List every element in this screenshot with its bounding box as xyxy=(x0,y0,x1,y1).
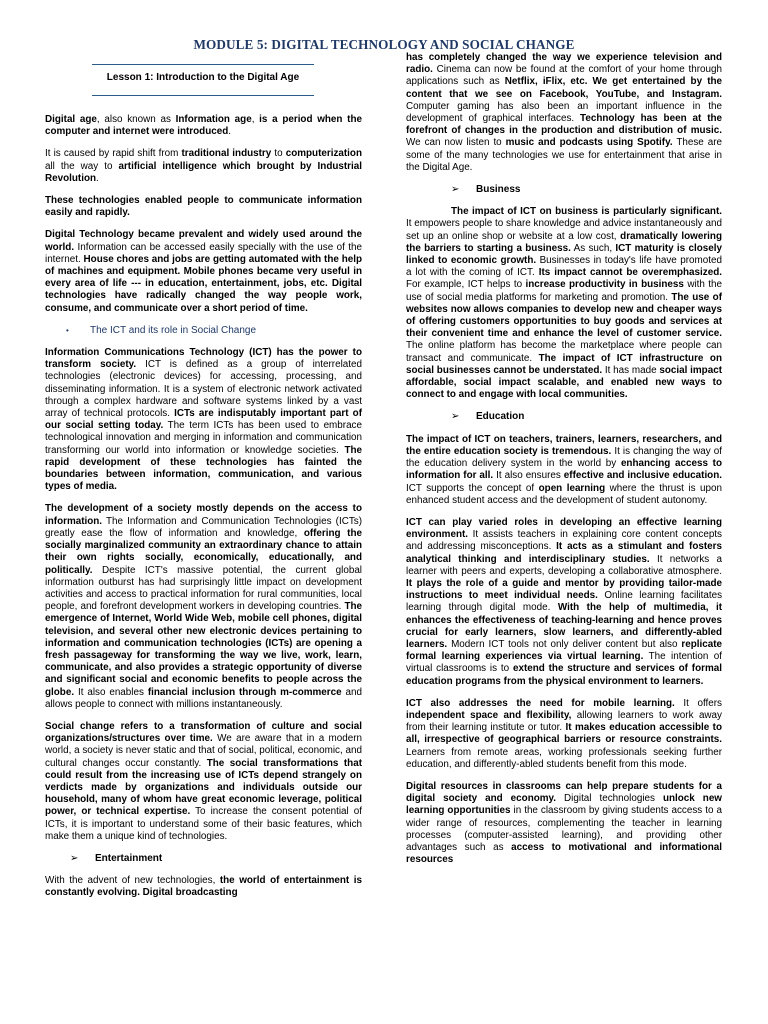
text-run: It is caused by rapid shift from xyxy=(45,148,182,160)
bold-text: replicate formal learning experiences via virtual learning. xyxy=(406,638,722,663)
bold-text: ICT maturity is closely linked to economic growth. xyxy=(406,242,722,267)
text-run: The Information and Communication Technologies (ICTs) greatly ease the flow of information and knowledge, xyxy=(45,515,362,539)
text-run: ICT supports the concept of xyxy=(406,482,539,494)
bold-text: effective and inclusive education. xyxy=(563,470,722,482)
bold-text: The impact of ICT on teachers, trainers, learners, researchers, and the entire education society is tremendous. xyxy=(406,433,722,457)
paragraph xyxy=(406,434,722,507)
paragraph xyxy=(45,195,362,219)
text-run: Businesses in today's life have promoted a lot with the coming of ICT. xyxy=(406,255,722,279)
bold-text: enhancing access to information for all. xyxy=(406,458,722,482)
paragraph xyxy=(406,517,722,688)
section-heading xyxy=(406,411,722,423)
section-heading xyxy=(45,853,362,865)
arrow-bullet-icon: ➢ xyxy=(451,411,460,423)
bold-text: social impact affordable, social impact scalable, and enabled new ways to connect to and engage with local communities. xyxy=(406,364,722,401)
bold-text: It plays the role of a guide and mentor by providing tailor-made instructions to meet individual needs. xyxy=(406,577,722,602)
bold-text: dramatically lowering the barriers to starting a business. xyxy=(406,230,722,254)
bold-text: the world of entertainment is constantly evolving. Digital broadcasting xyxy=(45,875,362,899)
text-run: We are aware that in a modern world, a society is never static and that of social, political, economic, and cultural changes occur constantly. xyxy=(45,733,362,769)
text-run: To increase the consent potential of ICTs, it is important to understand some of their basic features, which make them a unique kind of technologies. xyxy=(45,806,362,842)
lesson-heading-box xyxy=(92,64,314,96)
arrow-bullet-icon: ➢ xyxy=(70,852,79,864)
section-heading-text: Education xyxy=(476,411,525,423)
bold-text: Technology has been at the forefront of changes in the production and distribution of music. xyxy=(406,113,723,137)
text-run: It empowers people to share knowledge and advice instantaneously and set up an online shop or website at a low cost, xyxy=(406,218,722,242)
section-heading-text: Business xyxy=(476,184,521,196)
text-run: It offers xyxy=(674,697,722,709)
bold-text: has completely changed the way we experience television and radio. xyxy=(406,52,722,76)
lesson-top-rule xyxy=(92,64,314,65)
bold-text: These technologies enabled people to communicate information easily and rapidly. xyxy=(45,195,362,219)
bold-text: Digital resources in classrooms can help prepare students for a digital society and economy. xyxy=(406,780,722,805)
text-run: The intention of virtual classrooms is to xyxy=(406,651,723,675)
bold-text: Its impact cannot be overemphasized. xyxy=(538,267,722,279)
text-run: with the use of social media platforms for marketing and promotion. xyxy=(406,279,723,303)
text-run: As such, xyxy=(570,242,616,254)
bold-text: access to motivational and informational resources xyxy=(406,841,722,866)
text-run: where the thrust is upon enhanced student access and the development of student autonomy. xyxy=(406,482,723,506)
text-run: , xyxy=(251,114,260,125)
text-run: . xyxy=(228,126,232,138)
text-run: With the advent of new technologies, xyxy=(45,875,220,887)
bold-text: offering the socially marginalized community an extraordinary chance to attain their own rights socially, economically, educationally, and politically. xyxy=(45,527,362,576)
text-run: allowing learners to work away from their learning institute or tutor. xyxy=(406,709,722,734)
bold-text: unlock new learning opportunities xyxy=(406,793,722,817)
bold-text: Digital Technology became prevalent and widely used around the world. xyxy=(45,229,362,253)
paragraph xyxy=(45,503,362,710)
bold-text: extend the structure and services of formal education programs from the physical environment to learners. xyxy=(406,663,722,687)
text-run: It has made xyxy=(602,364,660,376)
text-run: It also ensures xyxy=(493,470,564,482)
bold-text: The use of websites now allows companies to develop new and cheaper ways of offering customers opportunities to buy goods and services at their convenient time and enhance the level of customer service. xyxy=(406,291,722,340)
text-run: , also known as xyxy=(96,114,176,125)
text-run: The term ICTs has been used to embrace technological innovation and merging in information and communication transforming our world into information or knowledge societies. xyxy=(45,420,362,456)
bold-text: computerization xyxy=(285,148,362,160)
bold-text: The social transformations that could result from the increasing use of ICTs depend strangely on verdicts made by organizations and individuals outside our household, many of whom have great economic leverage, political power, or technical expertise. xyxy=(45,757,362,818)
text-run: These are some of the many technologies we use for entertainment that arise in the Digital Age. xyxy=(406,137,722,173)
text-run: It assists teachers in explaining core content concepts and addressing misconceptions. xyxy=(406,529,722,553)
bold-text: independent space and flexibility, xyxy=(406,709,572,721)
section-heading xyxy=(406,184,722,196)
bold-text: The impact of ICT infrastructure on social businesses cannot be understated. xyxy=(406,352,722,376)
bold-text: It acts as a stimulant and fosters analytical thinking and interdisciplinary studies. xyxy=(406,541,722,565)
bold-text: The development of a society mostly depends on the access to information. xyxy=(45,503,362,527)
bold-text: Digital age xyxy=(45,114,97,125)
text-run: ICT is defined as a group of interrelated technologies (electronic devices) for accessing, processing, and disseminating information. It is a system of electronic network activated through a complex hardware and software systems linked by a vast array of technical protocols. xyxy=(45,359,362,420)
bold-text: ICT also addresses the need for mobile learning. xyxy=(406,697,675,709)
paragraph xyxy=(406,781,722,866)
bullet-icon: • xyxy=(66,325,69,335)
right-column xyxy=(406,52,722,876)
bold-text: The rapid development of these technologies has fainted the boundaries between information, communication, and various types of media. xyxy=(45,444,362,493)
paragraph xyxy=(406,206,722,401)
paragraph xyxy=(45,347,362,493)
text-run: . xyxy=(96,172,99,184)
bold-text: Information age xyxy=(175,114,252,125)
paragraph xyxy=(45,114,362,138)
text-run: It is changing the way of the education delivery system in the world by xyxy=(406,445,722,470)
bold-text: The emergence of Internet, World Wide Web, mobile cell phones, digital television, and several other new electronic devices pertaining to information and communication technologies (ICTs) are opening a fresh passageway for transforming the way we live, work, learn, communicate, and also provides a strategic opportunity of diverse and significant social and economic benefits to people across the globe. xyxy=(45,601,362,698)
bold-text: Netflix, iFlix, etc. We get entertained by the content that we see on Facebook, YouTube, and Instagram. xyxy=(406,76,723,100)
bold-text: With the help of multimedia, it enhances the effectiveness of teaching-learning and hence proves crucial for early learners, slow learners, and differently-abled learners. xyxy=(406,602,722,650)
text-run: We can now listen to xyxy=(406,137,506,149)
text-run: Digital technologies xyxy=(556,793,663,805)
text-run: Online learning facilitates learning through digital mode. xyxy=(406,590,723,614)
bold-text: The impact of ICT on business is particularly significant. xyxy=(451,206,722,218)
text-run: For example, ICT helps to xyxy=(406,279,526,291)
paragraph xyxy=(45,721,362,843)
text-run: Computer gaming has also been an important influence in the development of graphical interfaces. xyxy=(406,100,722,125)
lesson-title: Lesson 1: Introduction to the Digital Age xyxy=(106,72,300,83)
paragraph xyxy=(406,698,722,771)
bold-text: is a period when the computer and internet were introduced xyxy=(45,114,362,138)
lesson-bottom-rule xyxy=(92,95,314,96)
paragraph xyxy=(406,52,722,174)
text-run: and allows people to connect with millions instantaneously. xyxy=(45,686,362,710)
text-run: Modern ICT tools not only deliver content but also xyxy=(447,638,682,650)
text-run: Learners from remote areas, working professionals seeking further education, and differently-abled students benefit from this mode. xyxy=(406,746,722,770)
paragraph xyxy=(45,229,362,314)
page-title: MODULE 5: DIGITAL TECHNOLOGY AND SOCIAL CHANGE xyxy=(193,37,575,52)
bold-text: open learning xyxy=(538,482,606,494)
bold-text: House chores and jobs are getting automated with the help of machines and equipment. Mobile phones became very useful in every area of life --- in education, entertainment, jobs, etc. Digital technologies have radically changed the way people work, consume, and communicate over a short period of time. xyxy=(45,253,362,314)
bold-text: traditional industry xyxy=(181,148,272,160)
text-run: The online platform has become the marketplace where people can transact and communicate. xyxy=(406,340,722,364)
bold-text: music and podcasts using Spotify. xyxy=(505,137,673,149)
bold-text: ICTs are indisputably important part of our social setting today. xyxy=(45,408,362,432)
text-run: Cinema can now be found at the comfort of your home through applications such as xyxy=(406,64,722,88)
section-heading-text: Entertainment xyxy=(95,852,163,864)
arrow-bullet-icon: ➢ xyxy=(451,184,460,196)
bold-text: Information Communications Technology (ICT) has the power to transform society. xyxy=(45,347,362,371)
paragraph xyxy=(45,148,362,185)
bold-text: artificial intelligence which brought by Industrial Revolution xyxy=(45,160,362,184)
bold-text: ICT can play varied roles in developing an effective learning environment. xyxy=(406,516,722,541)
left-column xyxy=(45,114,362,910)
text-run: It also enables xyxy=(74,686,148,698)
text-run: Information can be accessed easily specially with the use of the internet. xyxy=(45,241,362,265)
section-heading xyxy=(45,325,362,337)
text-run: in the classroom by giving students access to a wider range of resources, complementing the teacher in learning processes (computer-assisted learning), and providing other advantages such as xyxy=(406,805,722,853)
bold-text: financial inclusion through m-commerce xyxy=(147,686,342,698)
section-heading-text: The ICT and its role in Social Change xyxy=(90,324,257,336)
text-run: It networks a learner with peers and experts, developing a collaborative atmosphere. xyxy=(406,553,722,577)
bold-text: It makes education accessible to all, irrespective of geographical barriers or resource constraints. xyxy=(406,722,722,746)
text-run: to xyxy=(271,148,286,160)
bold-text: Social change refers to a transformation of culture and social organizations/structures over time. xyxy=(45,720,362,745)
paragraph xyxy=(45,875,362,899)
text-run: all the way to xyxy=(45,160,119,172)
bold-text: increase productivity in business xyxy=(525,279,684,291)
text-run: Despite ICT's massive potential, the current global information outburst has had surprisingly little impact on development activities and access to practical information for rural communities, local people, and forefront development workers in developing countries. xyxy=(45,564,362,613)
